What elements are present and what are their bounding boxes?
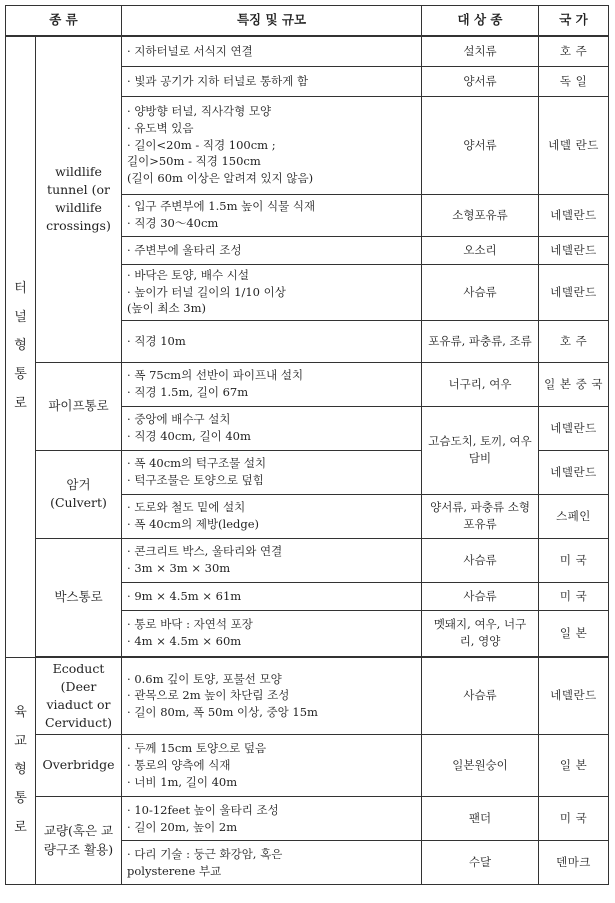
country-cell: 네델란드 (539, 406, 609, 450)
species-cell: 멧돼지, 여우, 너구리, 영양 (422, 610, 539, 656)
country-cell: 미 국 (539, 582, 609, 610)
country-cell: 네델란드 (539, 236, 609, 264)
subtype-box: 박스통로 (36, 538, 122, 656)
group-label-overpass: 육 교 형 통 로 (6, 657, 36, 885)
table-row (6, 36, 609, 66)
subtype-ecoduct: Ecoduct (Deer viaduct or Cerviduct) (36, 657, 122, 735)
country-cell: 일 본 (539, 735, 609, 797)
country-cell: 미 국 (539, 538, 609, 582)
country-cell: 일 본 중 국 (539, 362, 609, 406)
country-cell: 스페인 (539, 494, 609, 538)
features-cell: · 주변부에 울타리 조성 (122, 236, 422, 264)
country-cell: 네델란드 (539, 657, 609, 735)
subtype-pipe: 파이프통로 (36, 362, 122, 450)
table-row (6, 797, 609, 841)
wildlife-crossing-table (5, 5, 609, 885)
species-cell: 사슴류 (422, 264, 539, 320)
table-row (6, 362, 609, 406)
country-cell: 덴마크 (539, 841, 609, 885)
subtype-bridge: 교량(혹은 교량구조 활용) (36, 797, 122, 885)
species-cell: 너구리, 여우 (422, 362, 539, 406)
features-cell: · 폭 75cm의 선반이 파이프내 설치 · 직경 1.5m, 길이 67m (122, 362, 422, 406)
country-cell: 네델란드 (539, 264, 609, 320)
table-row (6, 657, 609, 735)
subtype-wildlife-tunnel: wildlife tunnel (or wildlife crossings) (36, 36, 122, 362)
features-cell: · 지하터널로 서식지 연결 (122, 36, 422, 66)
features-cell: · 입구 주변부에 1.5m 높이 식물 식재 · 직경 30～40cm (122, 194, 422, 236)
species-cell: 설치류 (422, 36, 539, 66)
country-cell: 일 본 (539, 610, 609, 656)
features-cell: · 다리 기술 : 둥근 화강암, 혹은 polysterene 부교 (122, 841, 422, 885)
table-row (6, 735, 609, 797)
species-cell: 수달 (422, 841, 539, 885)
country-cell: 미 국 (539, 797, 609, 841)
species-cell-shared: 고슴도치, 토끼, 여우담비 (422, 406, 539, 494)
features-cell: · 중앙에 배수구 설치 · 직경 40cm, 길이 40m (122, 406, 422, 450)
species-cell: 양서류 (422, 66, 539, 96)
species-cell: 오소리 (422, 236, 539, 264)
header-row (6, 6, 609, 37)
header-species: 대 상 종 (422, 6, 539, 37)
features-cell: · 통로 바닥 : 자연석 포장 · 4m × 4.5m × 60m (122, 610, 422, 656)
species-cell: 일본원숭이 (422, 735, 539, 797)
species-cell: 양서류, 파충류 소형포유류 (422, 494, 539, 538)
subtype-culvert: 암거 (Culvert) (36, 450, 122, 538)
country-cell: 호 주 (539, 320, 609, 362)
species-cell: 사슴류 (422, 582, 539, 610)
species-cell: 사슴류 (422, 657, 539, 735)
subtype-overbridge: Overbridge (36, 735, 122, 797)
features-cell: · 바닥은 토양, 배수 시설 · 높이가 터널 길이의 1/10 이상 (높이 최소 3m) (122, 264, 422, 320)
features-cell: · 폭 40cm의 턱구조물 설치 · 턱구조물은 토양으로 덮힘 (122, 450, 422, 494)
features-cell: · 직경 10m (122, 320, 422, 362)
country-cell: 네델란드 (539, 194, 609, 236)
features-cell: · 0.6m 깊이 토양, 포물선 모양 · 관목으로 2m 높이 차단림 조성 · 길이 80m, 폭 50m 이상, 중앙 15m (122, 657, 422, 735)
species-cell: 팬더 (422, 797, 539, 841)
features-cell: · 9m × 4.5m × 61m (122, 582, 422, 610)
features-cell: · 두께 15cm 토양으로 덮음 · 통로의 양측에 식재 · 너비 1m, 길이 40m (122, 735, 422, 797)
species-cell: 포유류, 파충류, 조류 (422, 320, 539, 362)
features-cell: · 10-12feet 높이 울타리 조성 · 길이 20m, 높이 2m (122, 797, 422, 841)
features-cell: · 도로와 철도 밑에 설치 · 폭 40cm의 제방(ledge) (122, 494, 422, 538)
species-cell: 사슴류 (422, 538, 539, 582)
header-country: 국 가 (539, 6, 609, 37)
header-type: 종 류 (6, 6, 122, 37)
country-cell: 호 주 (539, 36, 609, 66)
species-cell: 소형포유류 (422, 194, 539, 236)
header-features: 특징 및 규모 (122, 6, 422, 37)
country-cell: 독 일 (539, 66, 609, 96)
features-cell: · 빛과 공기가 지하 터널로 통하게 함 (122, 66, 422, 96)
country-cell: 네델란드 (539, 450, 609, 494)
features-cell: · 콘크리트 박스, 울타리와 연결 · 3m × 3m × 30m (122, 538, 422, 582)
species-cell: 양서류 (422, 96, 539, 194)
table-row (6, 538, 609, 582)
country-cell: 네델 란드 (539, 96, 609, 194)
group-label-tunnel: 터 널 형 통 로 (6, 36, 36, 657)
features-cell: · 양방향 터널, 직사각형 모양 · 유도벽 있음 · 길이<20m - 직경 100cm ; 길이>50m - 직경 150cm (길이 60m 이상은 알려져 있지 않음) (122, 96, 422, 194)
